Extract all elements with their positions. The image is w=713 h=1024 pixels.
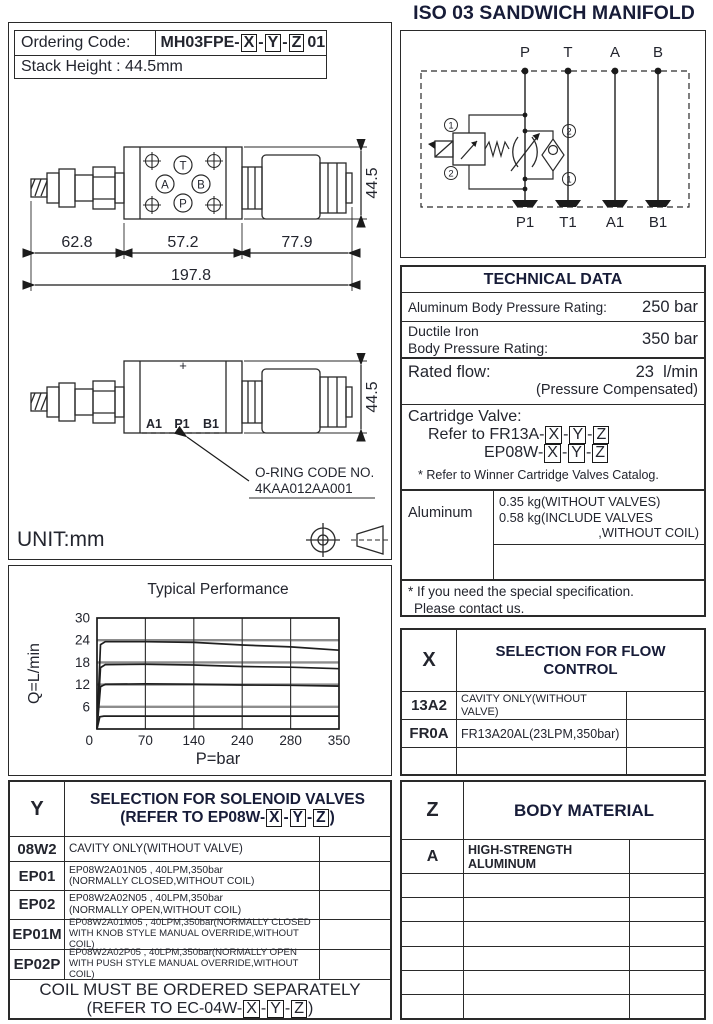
z-row-empty — [464, 995, 630, 1018]
technical-data-panel — [400, 265, 706, 617]
z-row-empty — [464, 922, 630, 945]
z-row-desc: HIGH-STRENGTH ALUMINUM — [464, 840, 630, 873]
code-x-box: X — [544, 444, 561, 462]
oring-code-title: O-RING CODE NO. — [255, 465, 375, 480]
z-row-empty — [630, 971, 704, 994]
y-row-code: 08W2 — [10, 837, 65, 861]
y-desc-line-2: WITH KNOB STYLE MANUAL OVERRIDE,WITHOUT COIL) — [69, 927, 299, 950]
weight-empty-row — [494, 545, 704, 579]
y-table-title — [65, 782, 390, 836]
code-x-box: X — [266, 809, 282, 827]
dash-separator: - — [563, 426, 569, 443]
drawings-panel — [8, 22, 392, 560]
y-title-prefix: (REFER TO EP08W- — [120, 809, 266, 827]
z-row-code: A — [402, 840, 464, 873]
performance-chart-panel — [8, 565, 392, 776]
y-row-code: EP02P — [10, 950, 65, 979]
dim-62-8: 62.8 — [61, 234, 93, 251]
y-row-empty — [320, 950, 390, 979]
x-row-empty — [627, 748, 704, 774]
z-row-empty — [402, 995, 464, 1018]
z-row-empty — [630, 947, 704, 970]
y-title-line-1: SELECTION FOR SOLENOID VALVES — [89, 791, 365, 809]
iron-rating-label-2: Body Pressure Rating: — [408, 339, 549, 356]
dim-57-2: 57.2 — [167, 234, 199, 251]
code-y-box: Y — [265, 34, 282, 52]
port-b1-label: B1 — [203, 417, 219, 431]
dim-77-9: 77.9 — [281, 234, 313, 251]
port-p-label: P — [179, 198, 187, 211]
svg-text:140: 140 — [182, 733, 206, 748]
z-row-empty — [402, 922, 464, 945]
coil-note-line-2 — [87, 1000, 314, 1018]
code-y-box: Y — [290, 809, 306, 827]
port-a1-label: A1 — [146, 417, 162, 431]
y-desc-line-2: (NORMALLY OPEN,WITHOUT COIL) — [69, 904, 242, 916]
port-p1-label: P1 — [174, 417, 190, 431]
svg-text:6: 6 — [82, 699, 90, 715]
schematic-port-t: T — [563, 44, 573, 61]
iron-rating-label-1: Ductile Iron — [408, 323, 479, 340]
svg-text:18: 18 — [74, 654, 90, 670]
circled-2: 2 — [566, 126, 572, 138]
y-table-footer — [10, 980, 390, 1018]
code-suffix: 01 — [307, 34, 326, 51]
schematic-port-a: A — [609, 44, 621, 61]
valve-drawing-oring — [15, 353, 387, 503]
ordering-code-value — [155, 30, 327, 56]
special-note-2: Please contact us. — [414, 600, 525, 616]
z-row-empty — [630, 898, 704, 921]
dash-separator: - — [561, 444, 568, 462]
dim-44-5: 44.5 — [364, 167, 381, 199]
z-table-title: BODY MATERIAL — [513, 800, 655, 820]
code-y-box: Y — [267, 1000, 284, 1018]
code-prefix: MH03FPE- — [160, 34, 240, 51]
x-row-empty — [627, 692, 704, 719]
schematic-port-p: P — [519, 44, 531, 61]
svg-text:30: 30 — [74, 610, 90, 626]
circled-2: 2 — [448, 168, 454, 180]
rated-flow-value: 23 — [635, 363, 654, 381]
aluminum-rating-value: 250 bar — [642, 297, 698, 316]
x-row-empty — [627, 720, 704, 747]
z-row-empty — [402, 898, 464, 921]
catalog-note: * Refer to Winner Cartridge Valves Catalog. — [418, 467, 659, 482]
dash-separator: - — [258, 34, 264, 51]
x-row-code: 13A2 — [402, 692, 457, 719]
weight-line-1: 0.35 kg(WITHOUT VALVES) — [499, 494, 661, 509]
valve-drawing-dimensions — [15, 139, 387, 319]
rated-flow-note: (Pressure Compensated) — [536, 382, 698, 398]
y-desc-line-2: (NORMALLY CLOSED,WITHOUT COIL) — [69, 876, 255, 888]
hydraulic-schematic — [401, 31, 704, 256]
y-table-key: Y — [10, 782, 65, 836]
cartridge-ref-1 — [408, 426, 698, 444]
circled-1: 1 — [566, 174, 572, 186]
code-z-box: Z — [313, 809, 328, 827]
y-desc-line-1: EP08W2A02P05 , 40LPM,350bar(NORMALLY OPEN — [69, 947, 297, 959]
y-row-code: EP02 — [10, 891, 65, 919]
code-y-box: Y — [569, 426, 586, 444]
technical-data-title: TECHNICAL DATA — [402, 267, 704, 293]
code-y-box: Y — [568, 444, 585, 462]
weight-line-2: 0.58 kg(INCLUDE VALVES — [499, 509, 653, 525]
y-row-empty — [320, 920, 390, 949]
y-desc-line-2: WITH PUSH STYLE MANUAL OVERRIDE,WITHOUT COIL) — [69, 957, 299, 980]
code-z-box: Z — [593, 426, 609, 444]
y-row-desc — [65, 862, 320, 890]
rated-flow-label: Rated flow: — [408, 363, 491, 381]
paren-close: ) — [308, 999, 314, 1017]
y-selection-table — [8, 780, 392, 1020]
port-b-label: B — [197, 179, 205, 192]
code-x-box: X — [243, 1000, 260, 1018]
cartridge-ref1-prefix: Refer to FR13A- — [428, 426, 545, 443]
dash-separator: - — [282, 34, 288, 51]
schematic-port-b1: B1 — [648, 214, 668, 231]
cartridge-valve-title: Cartridge Valve: — [408, 408, 522, 425]
x-row-desc: CAVITY ONLY(WITHOUT VALVE) — [457, 692, 627, 719]
x-row-code: FR0A — [402, 720, 457, 747]
z-body-material-table — [400, 780, 706, 1020]
dim-44-5: 44.5 — [364, 381, 381, 413]
hydraulic-schematic-panel — [400, 30, 706, 258]
dash-separator: - — [283, 809, 289, 827]
z-row-empty — [464, 898, 630, 921]
page-title: ISO 03 SANDWICH MANIFOLD — [413, 2, 695, 24]
svg-text:70: 70 — [137, 733, 153, 748]
y-row-empty — [320, 891, 390, 919]
aluminum-rating-label: Aluminum Body Pressure Rating: — [408, 299, 607, 315]
iron-rating-value: 350 bar — [642, 330, 698, 348]
coil-note-prefix: (REFER TO EC-04W- — [86, 999, 243, 1017]
dash-separator: - — [260, 999, 267, 1017]
port-t-label: T — [179, 160, 187, 173]
ordering-code-label: Ordering Code: — [14, 30, 156, 56]
coil-note-line-1: COIL MUST BE ORDERED SEPARATELY — [39, 979, 361, 999]
svg-text:280: 280 — [279, 733, 302, 748]
z-row-empty — [402, 874, 464, 897]
z-row-empty — [630, 874, 704, 897]
y-row-desc — [65, 917, 320, 950]
schematic-port-b: B — [652, 44, 664, 61]
weight-material: Aluminum — [402, 491, 494, 579]
svg-text:Typical Performance: Typical Performance — [147, 581, 289, 598]
z-row-empty — [464, 947, 630, 970]
y-row-desc — [65, 947, 320, 980]
x-row-empty — [402, 748, 457, 774]
dim-197-8: 197.8 — [170, 267, 212, 284]
dash-separator: - — [307, 809, 313, 827]
z-row-empty — [464, 874, 630, 897]
code-x-box: X — [241, 34, 258, 52]
performance-chart — [9, 566, 390, 774]
unit-label: UNIT:mm — [17, 528, 105, 551]
dash-separator: - — [587, 426, 593, 443]
y-row-code: EP01 — [10, 862, 65, 890]
y-desc-line-1: EP08W2A02N05 , 40LPM,350bar — [69, 893, 223, 905]
svg-text:0: 0 — [85, 733, 93, 748]
special-note-1: * If you need the special specification. — [408, 584, 634, 599]
schematic-port-a1: A1 — [605, 214, 625, 231]
y-title-line-2 — [120, 809, 335, 827]
y-row-desc — [65, 891, 320, 919]
dash-separator: - — [585, 444, 592, 462]
x-table-key: X — [402, 630, 457, 691]
svg-text:240: 240 — [230, 733, 254, 748]
code-x-box: X — [545, 426, 562, 444]
z-row-empty — [630, 995, 704, 1018]
code-z-box: Z — [289, 34, 305, 52]
plus-mark: + — [179, 358, 187, 373]
z-row-empty — [630, 922, 704, 945]
svg-text:P=bar: P=bar — [195, 750, 241, 768]
z-row-empty — [402, 947, 464, 970]
y-row-empty — [320, 837, 390, 861]
y-row-code: EP01M — [10, 920, 65, 949]
z-row-empty — [402, 971, 464, 994]
schematic-port-p1: P1 — [515, 214, 535, 231]
x-row-desc: FR13A20AL(23LPM,350bar) — [457, 720, 627, 747]
cartridge-ref-2 — [408, 444, 698, 462]
projection-symbol-icon — [305, 521, 391, 559]
y-row-desc: CAVITY ONLY(WITHOUT VALVE) — [65, 837, 320, 861]
svg-text:12: 12 — [74, 677, 90, 693]
oring-code-number: 4KAA012AA001 — [255, 481, 353, 496]
stack-height-label: Stack Height : 44.5mm — [14, 55, 327, 79]
rated-flow-unit: l/min — [663, 363, 698, 381]
paren-close: ) — [329, 809, 335, 827]
code-z-box: Z — [291, 1000, 307, 1018]
svg-text:Q=L/min: Q=L/min — [26, 643, 43, 704]
x-selection-table — [400, 628, 706, 776]
y-row-empty — [320, 862, 390, 890]
z-row-empty — [464, 971, 630, 994]
code-z-box: Z — [592, 444, 608, 462]
weight-line-3: ,WITHOUT COIL) — [598, 525, 699, 541]
x-row-empty — [457, 748, 627, 774]
ordering-code-table — [14, 30, 327, 79]
port-a-label: A — [161, 179, 169, 192]
svg-text:350: 350 — [327, 733, 351, 748]
cartridge-ref2-prefix: EP08W- — [484, 444, 544, 462]
schematic-port-t1: T1 — [559, 214, 577, 231]
x-table-title: SELECTION FOR FLOW CONTROL — [495, 643, 666, 678]
dash-separator: - — [284, 999, 291, 1017]
y-desc-line-1: EP08W2A01M05 , 40LPM,350bar(NORMALLY CLOSED — [69, 917, 311, 929]
z-row-empty — [630, 840, 704, 873]
z-table-key: Z — [402, 782, 464, 839]
y-desc-line-1: EP08W2A01N05 , 40LPM,350bar — [69, 864, 223, 876]
circled-1: 1 — [448, 120, 454, 132]
svg-text:24: 24 — [74, 632, 90, 648]
